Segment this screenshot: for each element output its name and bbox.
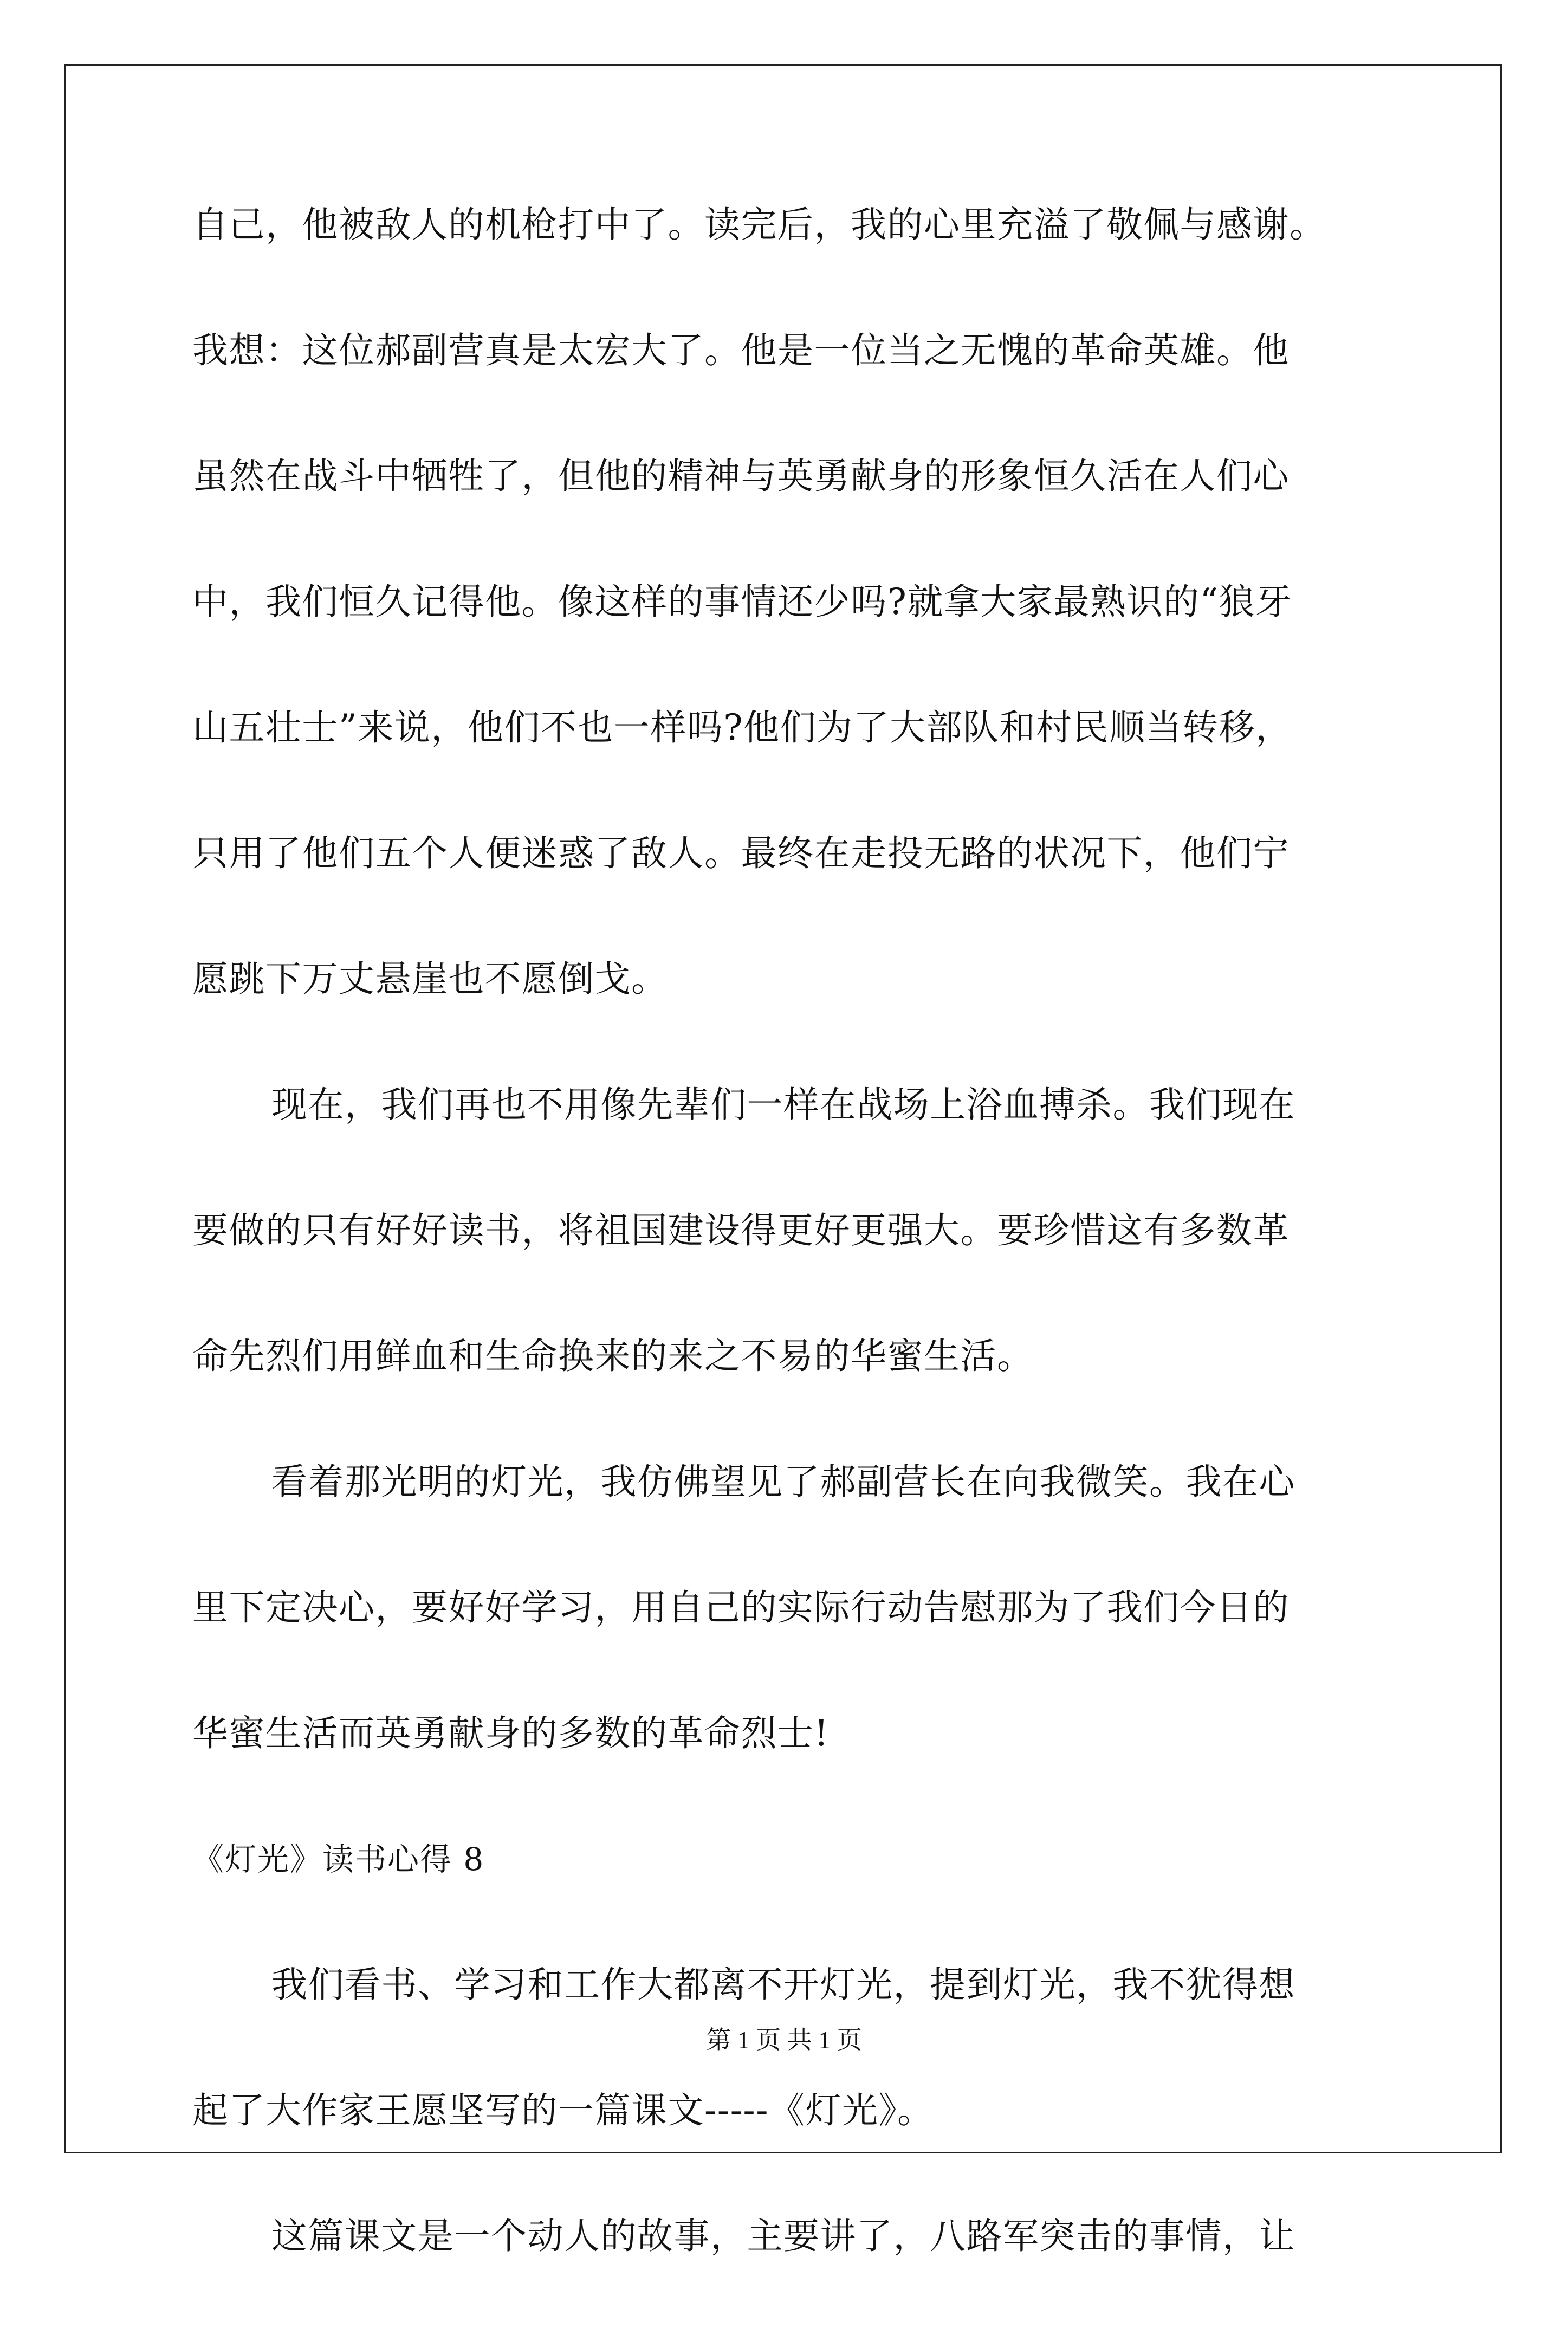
body-line: 自己，他被敌人的机枪打中了。读完后，我的心里充溢了敬佩与感谢。 — [192, 204, 1326, 245]
body-line: 华蜜生活而英勇献身的多数的革命烈士! — [192, 1712, 830, 1754]
body-line: 只用了他们五个人便迷惑了敌人。最终在走投无路的状况下，他们宁 — [192, 832, 1290, 874]
page-footer: 第 1 页 共 1 页 — [706, 2026, 862, 2054]
body-line: 起了大作家王愿坚写的一篇课文-----《灯光》。 — [192, 2090, 934, 2131]
body-line: 里下定决心，要好好学习，用自己的实际行动告慰那为了我们今日的 — [192, 1587, 1290, 1628]
body-line: 我想：这位郝副营真是太宏大了。他是一位当之无愧的革命英雄。他 — [192, 329, 1290, 371]
paragraph-start-line: 现在，我们再也不用像先辈们一样在战场上浴血搏杀。我们现在 — [271, 1084, 1295, 1126]
body-line: 愿跳下万丈悬崖也不愿倒戈。 — [192, 958, 668, 1000]
paragraph-start-line: 看着那光明的灯光，我仿佛望见了郝副营长在向我微笑。我在心 — [271, 1461, 1295, 1503]
section-heading: 《灯光》读书心得 8 — [192, 1841, 485, 1878]
body-line: 要做的只有好好读书，将祖国建设得更好更强大。要珍惜这有多数革 — [192, 1209, 1290, 1251]
paragraph-start-line: 这篇课文是一个动人的故事，主要讲了，八路军突击的事情，让 — [271, 2215, 1295, 2257]
paragraph-start-line: 我们看书、学习和工作大都离不开灯光，提到灯光，我不犹得想 — [271, 1964, 1295, 2006]
document-body — [192, 198, 1384, 2335]
body-line: 命先烈们用鲜血和生命换来的来之不易的华蜜生活。 — [192, 1335, 1034, 1377]
body-line: 虽然在战斗中牺牲了，但他的精神与英勇献身的形象恒久活在人们心 — [192, 455, 1290, 497]
body-line: 山五壮士”来说，他们不也一样吗?他们为了大部队和村民顺当转移， — [192, 707, 1292, 748]
body-line: 中，我们恒久记得他。像这样的事情还少吗?就拿大家最熟识的“狼牙 — [192, 581, 1292, 623]
